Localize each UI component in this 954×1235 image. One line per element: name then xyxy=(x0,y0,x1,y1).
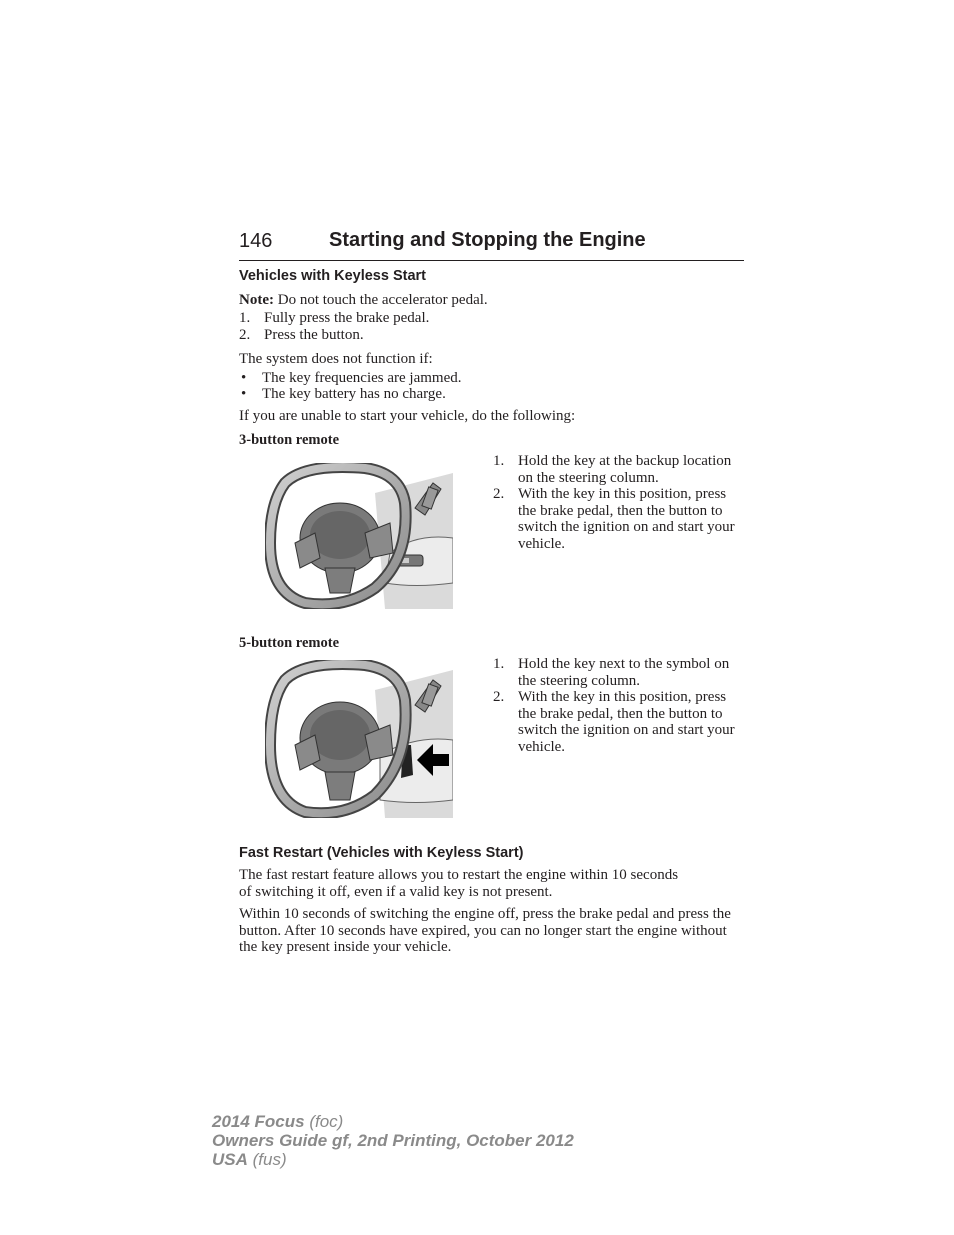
list-item xyxy=(239,370,739,386)
footer-line-3 xyxy=(212,1150,574,1169)
steering-column-illustration-5-button xyxy=(265,660,453,818)
list-item xyxy=(493,689,745,755)
step-text: Press the button. xyxy=(264,326,364,343)
step-text: With the key in this position, press the brake pedal, then the button to switch the ignition on and start your vehicle. xyxy=(518,486,735,552)
list-item xyxy=(493,656,745,689)
step-text: Fully press the brake pedal. xyxy=(264,310,430,326)
unable-to-start-text: If you are unable to start your vehicle, do the following: xyxy=(239,408,576,424)
step-text: With the key in this position, press the brake pedal, then the button to switch the ignition on and start your vehicle. xyxy=(518,689,735,755)
keyless-steps-list xyxy=(239,310,739,343)
footer-line-1 xyxy=(212,1112,574,1131)
fast-restart-paragraph-1: The fast restart feature allows you to restart the engine within 10 seconds of switching it off, even if a valid key is not present. xyxy=(239,867,679,900)
list-item xyxy=(239,310,739,327)
bullet: • xyxy=(241,386,247,402)
footer-guide: Owners Guide gf, 2nd Printing, October 2012 xyxy=(212,1131,574,1150)
bullet-text: The key frequencies are jammed. xyxy=(262,370,462,386)
step-number: 1. xyxy=(239,310,251,326)
footer-model: 2014 Focus xyxy=(212,1112,305,1131)
step-number: 2. xyxy=(493,486,505,502)
page-footer xyxy=(212,1112,574,1169)
section-heading-fast-restart: Fast Restart (Vehicles with Keyless Start) xyxy=(239,845,524,861)
steering-wheel-image xyxy=(265,660,453,818)
list-item xyxy=(493,486,743,552)
step-text: Hold the key next to the symbol on the steering column. xyxy=(518,656,730,689)
note-text: Do not touch the accelerator pedal. xyxy=(273,292,488,308)
bullet-text: The key battery has no charge. xyxy=(262,386,446,402)
page-number: 146 xyxy=(239,230,273,252)
section-heading-keyless-start: Vehicles with Keyless Start xyxy=(239,268,426,284)
note-paragraph xyxy=(239,292,488,309)
three-button-steps-list xyxy=(493,453,743,552)
page-header xyxy=(239,228,744,261)
footer-market-code: (fus) xyxy=(252,1150,287,1169)
chapter-title: Starting and Stopping the Engine xyxy=(329,229,646,251)
footer-market: USA xyxy=(212,1150,248,1169)
five-button-steps-list xyxy=(493,656,745,755)
step-number: 2. xyxy=(493,689,505,705)
footer-model-code: (foc) xyxy=(309,1112,344,1131)
system-intro-text: The system does not function if: xyxy=(239,351,433,367)
list-item xyxy=(239,327,739,344)
step-number: 1. xyxy=(493,656,505,672)
step-number: 1. xyxy=(493,453,505,469)
step-text: Hold the key at the backup location on the steering column. xyxy=(518,453,732,486)
footer-line-2 xyxy=(212,1131,574,1150)
bullet: • xyxy=(241,370,247,386)
list-item xyxy=(239,386,739,402)
fast-restart-paragraph-2: Within 10 seconds of switching the engine off, press the brake pedal and press the button. After 10 seconds have expired, you can no longer start the engine without the key present inside your vehicle. xyxy=(239,906,731,955)
step-number: 2. xyxy=(239,326,251,343)
five-button-remote-heading: 5-button remote xyxy=(239,635,340,651)
system-conditions-list xyxy=(239,370,739,402)
note-label: Note: xyxy=(239,292,274,308)
steering-column-illustration-3-button xyxy=(265,463,453,609)
steering-wheel-image xyxy=(265,463,453,609)
three-button-remote-heading: 3-button remote xyxy=(239,432,340,448)
list-item xyxy=(493,453,743,486)
